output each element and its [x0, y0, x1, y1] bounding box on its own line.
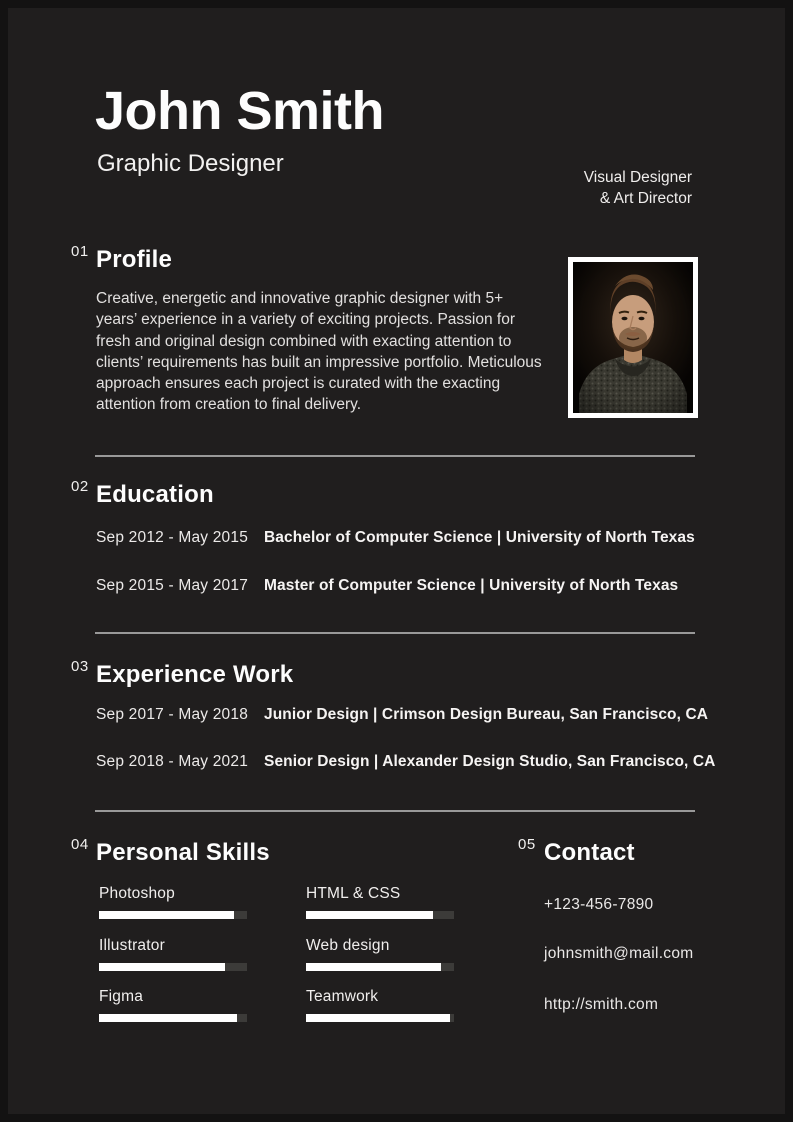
tagline-line-2: & Art Director	[599, 190, 692, 207]
skill-progress-bar	[306, 1014, 454, 1022]
section-title-experience: Experience Work	[96, 661, 294, 688]
experience-dates: Sep 2018 - May 2021	[96, 753, 249, 770]
header-tagline	[584, 167, 692, 209]
skill-progress-bar	[99, 1014, 247, 1022]
section-title-profile: Profile	[96, 246, 173, 273]
skill-progress-fill	[99, 911, 234, 919]
education-degree: Bachelor of Computer Science | University of North Texas	[264, 529, 695, 546]
experience-position: Senior Design | Alexander Design Studio, San Francisco, CA	[264, 753, 716, 770]
skill-progress-bar	[306, 963, 454, 971]
contact-phone: +123-456-7890	[544, 896, 654, 913]
skill-progress-fill	[99, 1014, 237, 1022]
skill-progress-bar	[99, 911, 247, 919]
portrait-photo-image	[573, 262, 693, 413]
experience-dates: Sep 2017 - May 2018	[96, 706, 249, 723]
contact-website: http://smith.com	[544, 996, 659, 1013]
experience-row	[96, 753, 715, 771]
skill-progress-fill	[306, 1014, 450, 1022]
portrait-photo	[568, 257, 698, 418]
skill-progress-fill	[306, 963, 441, 971]
skill-progress-fill	[99, 963, 225, 971]
skill-progress-bar	[99, 963, 247, 971]
education-degree: Master of Computer Science | University of North Texas	[264, 577, 679, 594]
skill-item-html-css	[306, 885, 454, 919]
person-name: John Smith	[95, 81, 384, 141]
section-divider	[95, 455, 695, 457]
section-divider	[95, 810, 695, 812]
section-title-contact: Contact	[544, 839, 635, 866]
section-title-education: Education	[96, 481, 214, 508]
skill-item-web-design	[306, 937, 454, 971]
section-number-profile: 01	[71, 243, 89, 260]
skill-label: Figma	[99, 988, 144, 1005]
skill-label: Photoshop	[99, 885, 175, 902]
section-number-experience: 03	[71, 658, 89, 675]
education-dates: Sep 2015 - May 2017	[96, 577, 249, 594]
skill-label: HTML & CSS	[306, 885, 401, 902]
education-row	[96, 529, 695, 547]
contact-email: johnsmith@mail.com	[544, 945, 694, 962]
skill-label: Teamwork	[306, 988, 379, 1005]
skill-label: Illustrator	[99, 937, 165, 954]
skill-progress-bar	[306, 911, 454, 919]
skill-item-photoshop	[99, 885, 247, 919]
education-dates: Sep 2012 - May 2015	[96, 529, 249, 546]
education-row	[96, 577, 678, 595]
experience-row	[96, 706, 708, 724]
section-number-skills: 04	[71, 836, 89, 853]
section-title-skills: Personal Skills	[96, 839, 270, 866]
experience-position: Junior Design | Crimson Design Bureau, San Francisco, CA	[264, 706, 709, 723]
skill-item-figma	[99, 988, 247, 1022]
person-job-title: Graphic Designer	[97, 150, 284, 177]
section-number-contact: 05	[518, 836, 536, 853]
skill-item-teamwork	[306, 988, 454, 1022]
skill-progress-fill	[306, 911, 433, 919]
section-divider	[95, 632, 695, 634]
section-number-education: 02	[71, 478, 89, 495]
profile-summary-text: Creative, energetic and innovative graphic designer with 5+ years’ experience in a variety of exciting projects. Passion for fresh and original design combined with exacting attention to clients’ requirements has built an impressive portfolio. Meticulous approach ensures each project is curated with the exacting attention from creation to final delivery.	[96, 290, 542, 414]
skill-label: Web design	[306, 937, 390, 954]
skill-item-illustrator	[99, 937, 247, 971]
tagline-line-1: Visual Designer	[583, 169, 692, 186]
